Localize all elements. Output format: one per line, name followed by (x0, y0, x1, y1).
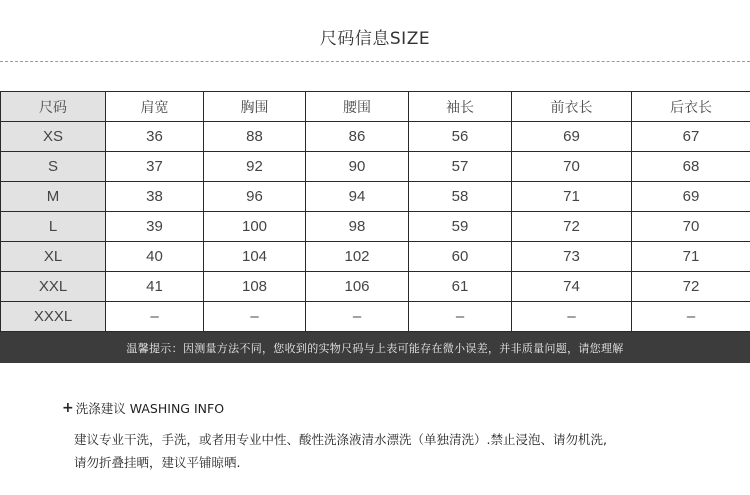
table-cell: 56 (409, 122, 512, 152)
header-cell-waist: 腰围 (306, 92, 409, 122)
table-cell: 106 (306, 272, 409, 302)
header-cell-sleeve: 袖长 (409, 92, 512, 122)
table-cell: 70 (512, 152, 632, 182)
table-cell: 68 (632, 152, 750, 182)
table-cell: – (306, 302, 409, 332)
table-cell: 60 (409, 242, 512, 272)
washing-instructions (74, 428, 714, 474)
page-title: 尺码信息SIZE (319, 29, 431, 49)
table-row (1, 122, 750, 152)
table-cell: 96 (204, 182, 306, 212)
row-label: XXXL (1, 302, 106, 332)
plus-icon: + (62, 400, 74, 416)
table-cell: 71 (632, 242, 750, 272)
row-label: L (1, 212, 106, 242)
table-cell: 104 (204, 242, 306, 272)
size-table (0, 91, 750, 332)
table-cell: 86 (306, 122, 409, 152)
table-cell: 41 (106, 272, 204, 302)
table-cell: 73 (512, 242, 632, 272)
table-cell: 98 (306, 212, 409, 242)
table-cell: 71 (512, 182, 632, 212)
table-cell: 59 (409, 212, 512, 242)
table-cell: 74 (512, 272, 632, 302)
table-cell: – (512, 302, 632, 332)
table-cell: – (409, 302, 512, 332)
table-row (1, 272, 750, 302)
table-row (1, 302, 750, 332)
washing-heading (62, 399, 224, 417)
table-cell: – (204, 302, 306, 332)
table-header-row (1, 92, 750, 122)
table-cell: 90 (306, 152, 409, 182)
table-cell: 69 (632, 182, 750, 212)
table-cell: – (106, 302, 204, 332)
table-cell: 72 (632, 272, 750, 302)
table-cell: 69 (512, 122, 632, 152)
table-cell: 57 (409, 152, 512, 182)
table-cell: 61 (409, 272, 512, 302)
table-cell: 108 (204, 272, 306, 302)
row-label: XL (1, 242, 106, 272)
table-cell: 38 (106, 182, 204, 212)
washing-heading-text: 洗涤建议 WASHING INFO (75, 401, 225, 416)
table-row (1, 242, 750, 272)
table-cell: 72 (512, 212, 632, 242)
table-cell: 92 (204, 152, 306, 182)
washing-line: 建议专业干洗，手洗，或者用专业中性、酸性洗涤液清水漂洗（单独清洗）.禁止浸泡、请勿机洗, (74, 432, 607, 447)
table-cell: 39 (106, 212, 204, 242)
row-label: XXL (1, 272, 106, 302)
table-cell: – (632, 302, 750, 332)
washing-line: 请勿折叠挂晒，建议平铺晾晒. (74, 455, 241, 470)
table-row (1, 152, 750, 182)
table-cell: 67 (632, 122, 750, 152)
table-cell: 58 (409, 182, 512, 212)
table-cell: 88 (204, 122, 306, 152)
header-cell-size: 尺码 (1, 92, 106, 122)
table-cell: 100 (204, 212, 306, 242)
header-cell-front-length: 前衣长 (512, 92, 632, 122)
notice-bar: 温馨提示：因测量方法不同，您收到的实物尺码与上表可能存在微小误差，并非质量问题，请您理解 (0, 332, 750, 363)
header-cell-back-length: 后衣长 (632, 92, 750, 122)
header-cell-shoulder: 肩宽 (106, 92, 204, 122)
header-cell-chest: 胸围 (204, 92, 306, 122)
row-label: M (1, 182, 106, 212)
dashed-divider (0, 61, 750, 62)
table-cell: 40 (106, 242, 204, 272)
row-label: S (1, 152, 106, 182)
table-cell: 36 (106, 122, 204, 152)
table-cell: 94 (306, 182, 409, 212)
table-row (1, 212, 750, 242)
table-cell: 70 (632, 212, 750, 242)
table-cell: 102 (306, 242, 409, 272)
table-cell: 37 (106, 152, 204, 182)
table-row (1, 182, 750, 212)
row-label: XS (1, 122, 106, 152)
